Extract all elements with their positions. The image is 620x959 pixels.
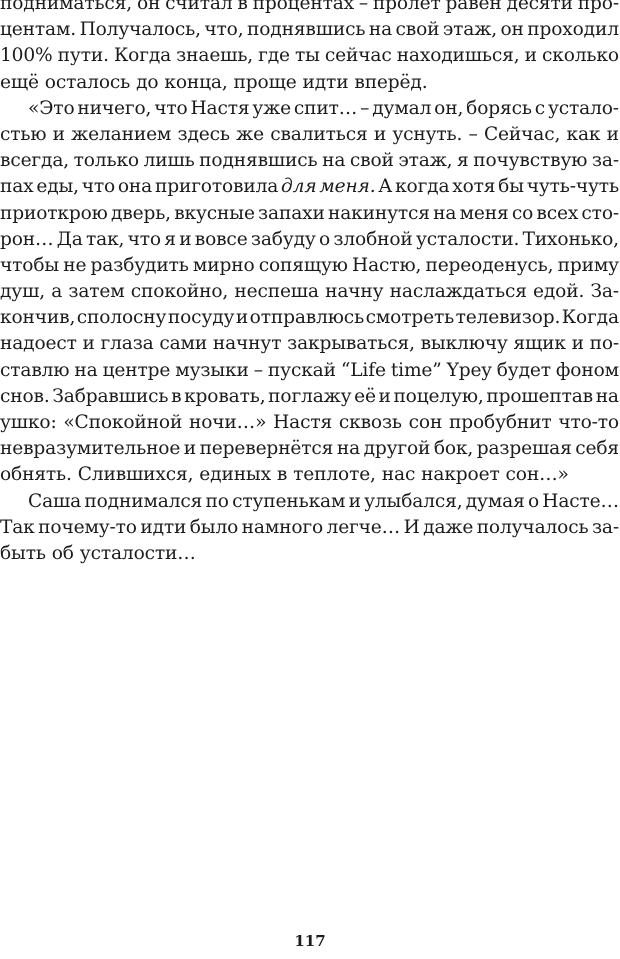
word: до [136, 71, 159, 93]
text-line [0, 201, 619, 227]
word: поцелую, [393, 385, 484, 407]
word: он, [434, 97, 464, 119]
word: пролет [372, 0, 441, 14]
word: ты [295, 45, 320, 67]
text-line [0, 462, 619, 488]
word: что-то [558, 412, 619, 433]
word: Так [0, 516, 35, 538]
word: осталось [44, 71, 131, 93]
word: чтобы [0, 254, 60, 276]
word: едой. [533, 281, 585, 303]
word: вовсе [194, 228, 248, 250]
word: кончив, [0, 307, 76, 329]
word: даже [423, 516, 474, 538]
word: ушко: [0, 412, 57, 433]
word: хотя [452, 176, 496, 198]
word: так, [86, 228, 125, 250]
word: в [276, 464, 288, 486]
word: фоном [555, 359, 619, 381]
word: в [237, 0, 248, 14]
text-line [0, 122, 619, 148]
word: что [81, 176, 116, 198]
word: поглажу [268, 385, 352, 407]
word: начну [325, 281, 384, 303]
word: сами [159, 333, 208, 355]
word: затем [68, 281, 125, 303]
word: по- [589, 333, 619, 355]
word: проходил [527, 19, 619, 41]
text-line [0, 227, 619, 253]
word: почему-то [38, 516, 137, 538]
word: про- [577, 0, 619, 14]
word: единых [199, 464, 271, 486]
word: вперёд. [354, 71, 428, 93]
word: Сейчас, [483, 123, 561, 145]
word: За- [590, 281, 619, 303]
word: проще [233, 71, 297, 93]
word: об [51, 542, 74, 564]
word: сто- [581, 202, 619, 224]
word: рон… [0, 228, 54, 250]
word: Когда [113, 45, 172, 67]
word: пах [0, 176, 34, 198]
word: стью [0, 123, 47, 145]
word: меня. [319, 176, 376, 198]
word: улыбался, [364, 490, 463, 512]
word: на [368, 19, 393, 41]
word: свой [395, 19, 440, 41]
word: обнять. [0, 464, 72, 486]
word: за- [591, 150, 619, 172]
word: намного [241, 516, 324, 538]
word: надоест [0, 333, 77, 355]
word: о [527, 490, 539, 512]
word: на [433, 202, 457, 224]
word: поднявшись [247, 19, 366, 41]
word: теплоте, [293, 464, 376, 486]
word: конца, [164, 71, 228, 93]
word: приму [557, 254, 619, 276]
word: её [354, 385, 376, 407]
word: сон [408, 412, 443, 433]
word: забуду [250, 228, 316, 250]
word: борясь [466, 97, 532, 119]
word: идти [302, 71, 349, 93]
word: невразумительное [0, 438, 181, 460]
text-line [0, 0, 619, 17]
word: сколько [541, 45, 619, 67]
text-line [0, 279, 619, 305]
word: что [154, 97, 188, 119]
word: еды, [36, 176, 79, 198]
word: приготовила [154, 176, 279, 198]
word: бок, [433, 438, 474, 460]
word: Ypey [446, 359, 492, 381]
text-line [0, 253, 619, 279]
word: Насте… [542, 490, 619, 512]
word: time” [390, 359, 442, 381]
word: считал [165, 0, 233, 14]
word: закрываться, [287, 333, 415, 355]
word: пускай [267, 359, 336, 381]
text-line [0, 305, 619, 331]
word: центре [102, 359, 171, 381]
word: он [136, 0, 161, 14]
word: нас [381, 464, 416, 486]
word: снов. [0, 385, 50, 407]
word: и [52, 123, 65, 145]
word: отправлюсь [249, 307, 365, 329]
word: Настю, [352, 254, 422, 276]
word: легче… [326, 516, 401, 538]
word: злобной [333, 228, 413, 250]
word: смотреть [365, 307, 455, 329]
word: ставлю [0, 359, 70, 381]
text-line [0, 17, 619, 43]
word: только [73, 150, 139, 172]
word: в [171, 385, 182, 407]
word: что, [204, 19, 244, 41]
word: и [82, 333, 95, 355]
word: этаж, [442, 19, 497, 41]
word: ничего, [77, 97, 152, 119]
word: находишься, [396, 45, 520, 67]
word: всегда, [0, 150, 70, 172]
word: и [179, 228, 192, 250]
word: он [500, 19, 524, 41]
word: пути. [57, 45, 109, 67]
word: 100% [0, 45, 53, 67]
text-line [0, 70, 619, 96]
word: а [51, 281, 63, 303]
word: “Life [340, 359, 386, 381]
word: лишь [143, 150, 195, 172]
word: желанием [71, 123, 172, 145]
text-line [0, 331, 619, 357]
word: пробубнит [449, 412, 552, 433]
word: прошептав [486, 385, 593, 407]
word: здесь [177, 123, 230, 145]
text-line [0, 410, 619, 436]
word: разбудить [90, 254, 189, 276]
word: равен [445, 0, 502, 14]
word: наслаждаться [389, 281, 527, 303]
word: вкусные [174, 202, 255, 224]
word: и [378, 385, 391, 407]
word: свой [349, 150, 394, 172]
word: – [360, 97, 370, 119]
text-line [0, 515, 619, 541]
word: десяти [506, 0, 573, 14]
word: Тихонько, [522, 228, 619, 250]
text-line [0, 436, 619, 462]
word: разрешая [476, 438, 572, 460]
word: сопящую [258, 254, 348, 276]
word: когда [395, 176, 450, 198]
word: на [74, 359, 98, 381]
word: же [236, 123, 264, 145]
word: неспеша [234, 281, 319, 303]
page-number: 117 [294, 932, 326, 950]
word: переоденусь, [425, 254, 554, 276]
text-line [0, 174, 619, 200]
word: дверь, [110, 202, 171, 224]
word: спит… [293, 97, 358, 119]
word: Когда [561, 307, 619, 329]
word: за- [591, 516, 619, 538]
word: и [183, 438, 197, 460]
word: Саша [28, 490, 82, 512]
word: подниматься, [0, 0, 133, 14]
word: – [358, 0, 369, 14]
word: быть [0, 542, 46, 564]
word: накроет [421, 464, 500, 486]
word: сейчас [324, 45, 392, 67]
text-line [0, 148, 619, 174]
word: И [403, 516, 420, 538]
word: уже [252, 97, 291, 119]
word: музыки [175, 359, 249, 381]
word: – [253, 359, 263, 381]
word: идти [140, 516, 187, 538]
word: Получалось, [79, 19, 201, 41]
word: Настя [273, 412, 333, 433]
text-line [0, 43, 619, 69]
word: ещё [0, 71, 39, 93]
word: со [511, 202, 534, 224]
word: процентах [252, 0, 354, 14]
word: сон…» [505, 464, 569, 486]
word: я [457, 150, 469, 172]
word: будет [496, 359, 551, 381]
word: на [336, 438, 361, 460]
word: сполосну [76, 307, 167, 329]
word: поднимался [84, 490, 203, 512]
word: свалиться [270, 123, 368, 145]
word: уснуть. [392, 123, 463, 145]
word: Настя [190, 97, 250, 119]
word: чуть-чуть [526, 176, 619, 198]
word: – [468, 123, 478, 145]
word: получалось [476, 516, 589, 538]
word: что [127, 228, 161, 250]
word: и [348, 490, 361, 512]
word: и [606, 123, 619, 145]
word: мирно [192, 254, 255, 276]
word: спокойно, [130, 281, 229, 303]
word: запахи [258, 202, 325, 224]
word: бы [498, 176, 524, 198]
word: было [189, 516, 239, 538]
word: усталости. [416, 228, 520, 250]
word: глаза [100, 333, 154, 355]
text-line [0, 489, 619, 515]
word: знаешь, [176, 45, 254, 67]
word: о [319, 228, 331, 250]
word: и [373, 123, 387, 145]
word: «Это [28, 97, 75, 119]
word: себя [575, 438, 619, 460]
word: и [524, 45, 537, 67]
word: усталости… [79, 542, 196, 564]
word: перевернётся [199, 438, 334, 460]
word: думая [465, 490, 525, 512]
word: устало- [547, 97, 619, 119]
word: ящик [513, 333, 566, 355]
word: поднявшись [199, 150, 318, 172]
word: посуду [167, 307, 235, 329]
word: другой [363, 438, 431, 460]
word: как [566, 123, 601, 145]
text-line [0, 541, 619, 567]
word: Забравшись [52, 385, 169, 407]
word: Слившихся, [77, 464, 194, 486]
word: не [63, 254, 87, 276]
word: на [595, 385, 619, 407]
word: и [235, 307, 249, 329]
word: начнут [212, 333, 282, 355]
word: меня [459, 202, 509, 224]
text-line [0, 96, 619, 122]
word: душ, [0, 281, 45, 303]
word: и [571, 333, 584, 355]
word: всех [536, 202, 579, 224]
word: «Спокойной [63, 412, 183, 433]
word: накинутся [327, 202, 430, 224]
text-line [0, 358, 619, 384]
word: телевизор. [455, 307, 561, 329]
word: Да [56, 228, 83, 250]
word: сквозь [338, 412, 402, 433]
word: центам. [0, 19, 77, 41]
word: на [322, 150, 346, 172]
word: она [117, 176, 153, 198]
word: А [378, 176, 393, 198]
word: этаж, [398, 150, 453, 172]
word: ступенькам [232, 490, 346, 512]
word: выключу [420, 333, 508, 355]
word: по [205, 490, 229, 512]
word: я [164, 228, 176, 250]
word: где [258, 45, 290, 67]
word: приоткрою [0, 202, 108, 224]
text-line [0, 384, 619, 410]
word: думал [372, 97, 432, 119]
word: ночи…» [188, 412, 267, 433]
word: кровать, [184, 385, 266, 407]
word: с [534, 97, 546, 119]
word: почувствую [473, 150, 588, 172]
word: для [281, 176, 317, 198]
